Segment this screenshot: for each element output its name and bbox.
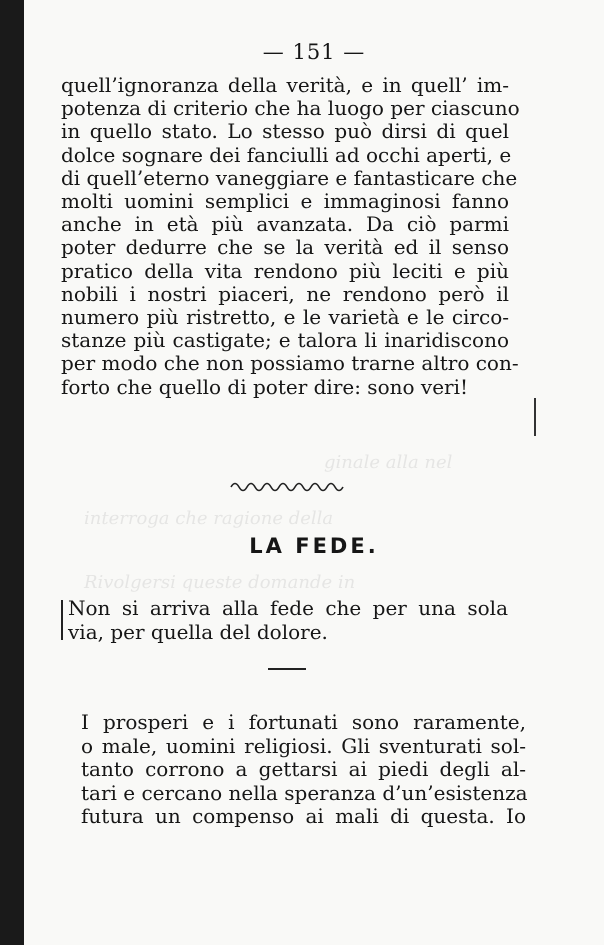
text-line: anche in età più avanzata. Da ciò parmi bbox=[61, 212, 509, 237]
margin-mark bbox=[534, 398, 536, 436]
text-line: forto che quello di poter dire: sono veri! bbox=[61, 374, 469, 399]
bleed-through: ginale alla nel bbox=[324, 452, 453, 473]
body-paragraph-1 bbox=[61, 73, 520, 399]
text-line: via, per quella del dolore. bbox=[68, 620, 328, 644]
body-paragraph-2 bbox=[81, 711, 526, 829]
text-line: quell’ignoranza della verità, e in quell’ im- bbox=[61, 73, 509, 97]
text-line: tanto corrono a gettarsi ai piedi degli al- bbox=[81, 757, 526, 781]
text-line: in quello stato. Lo stesso può dirsi di quel bbox=[61, 119, 509, 144]
text-line: poter dedurre che se la verità ed il senso bbox=[61, 235, 509, 260]
text-line: dolce sognare dei fanciulli ad occhi aperti, e bbox=[61, 142, 512, 167]
text-line: Non si arriva alla fede che per una sola bbox=[68, 596, 508, 620]
bleed-through: Rivolgersi queste domande in bbox=[84, 572, 356, 593]
text-line: stanze più castigate; e talora li inaridiscono bbox=[61, 328, 509, 353]
book-binding-edge bbox=[0, 0, 24, 945]
text-line: o male, uomini religiosi. Gli sventurati sol- bbox=[81, 733, 526, 758]
wavy-ornament bbox=[229, 478, 347, 494]
book-page bbox=[24, 0, 604, 945]
text-line: molti uomini semplici e immaginosi fanno bbox=[61, 189, 509, 214]
epigraph bbox=[68, 596, 508, 644]
text-line: numero più ristretto, e le varietà e le circo- bbox=[61, 305, 509, 330]
section-title: LA FEDE. bbox=[249, 534, 379, 558]
page-number: — 151 — bbox=[262, 40, 366, 64]
text-line: I prosperi e i fortunati sono raramente, bbox=[81, 710, 526, 734]
text-line: pratico della vita rendono più leciti e più bbox=[61, 258, 509, 283]
text-line: futura un compenso ai mali di questa. Io bbox=[81, 804, 526, 828]
text-line: potenza di criterio che ha luogo per ciascuno bbox=[61, 96, 520, 121]
epigraph-bar bbox=[61, 600, 63, 640]
text-line: tari e cercano nella speranza d’un’esistenza bbox=[81, 780, 528, 805]
section-divider bbox=[268, 668, 306, 670]
bleed-through: interroga che ragione della bbox=[84, 508, 334, 529]
text-line: nobili i nostri piaceri, ne rendono però il bbox=[61, 281, 509, 306]
text-line: di quell’eterno vaneggiare e fantasticare che bbox=[61, 165, 518, 190]
text-line: per modo che non possiamo trarne altro con- bbox=[61, 351, 519, 376]
